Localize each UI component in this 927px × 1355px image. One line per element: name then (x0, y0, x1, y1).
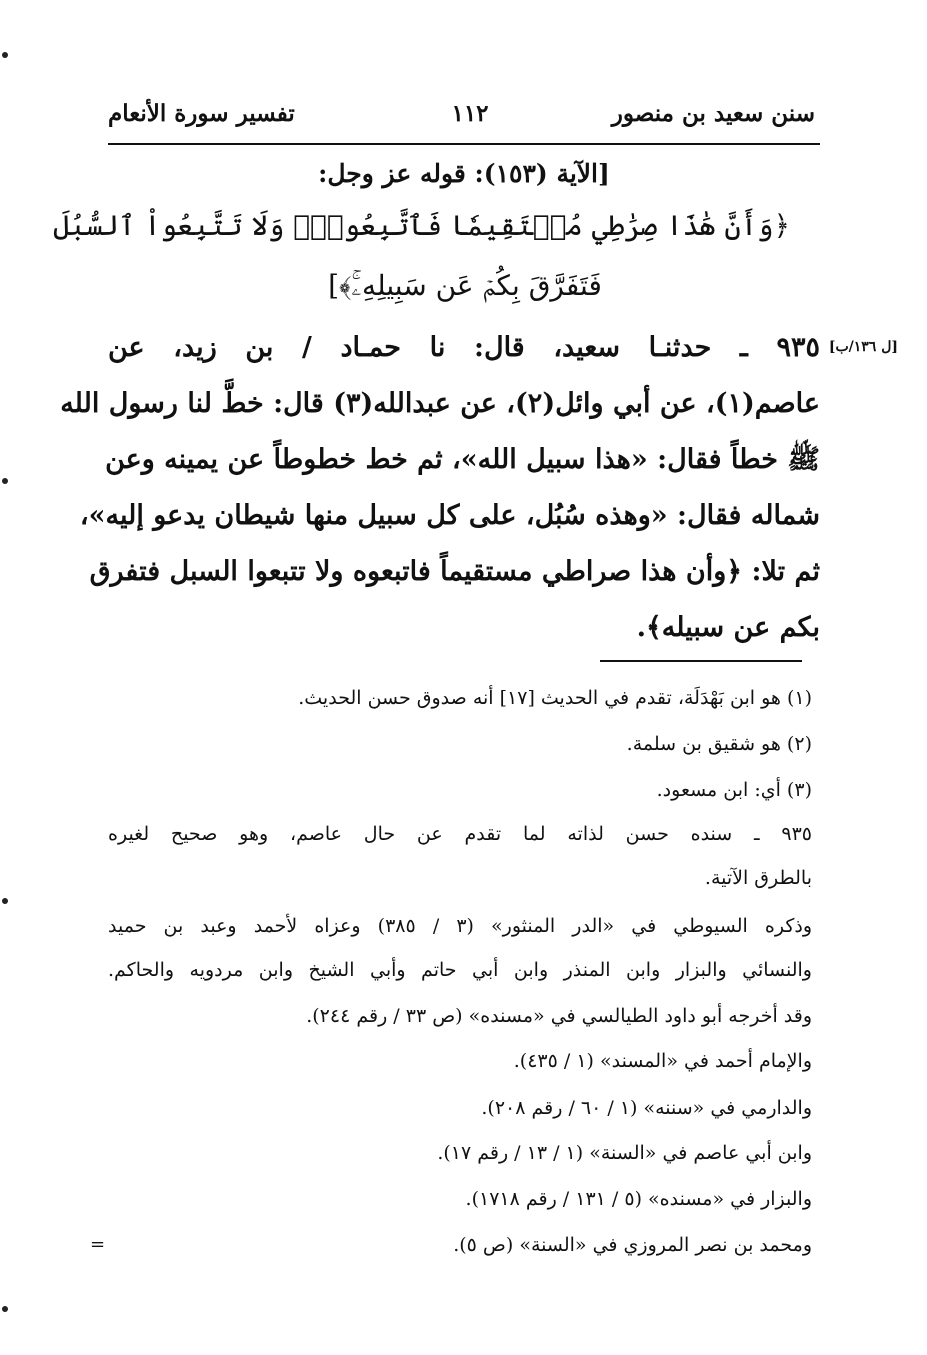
source-line-4: وابن أبي عاصم في «السنة» (١ / ١٣ / رقم ١٧). (437, 1142, 812, 1164)
footnote-1: (١) هو ابن بَهْدَلَة، تقدم في الحديث [١٧] أنه صدوق حسن الحديث. (298, 687, 812, 709)
hadith-line-5: ثم تلا: ﴿وأن هذا صراطي مستقيماً فاتبعوه ولا تتبعوا السبل فتفرق (89, 556, 820, 587)
footnote-divider (600, 660, 802, 662)
source-line-1: وقد أخرجه أبو داود الطيالسي في «مسنده» (ص ٣٣ / رقم ٢٤٤). (306, 1005, 812, 1027)
verse-heading: [الآية (١٥٣): قوله عز وجل: (318, 159, 610, 188)
source-line-6: ومحمد بن نصر المروزي في «السنة» (ص ٥). (453, 1234, 812, 1256)
binding-hole-dot (2, 478, 8, 484)
commentary-line-1: ٩٣٥ ـ سنده حسن لذاته لما تقدم عن حال عاصم، وهو صحيح لغيره (108, 823, 812, 845)
hadith-line-2: عاصم(١)، عن أبي وائل(٢)، عن عبدالله(٣) قال: خطَّ لنا رسول الله (60, 388, 820, 419)
footnote-2: (٢) هو شقيق بن سلمة. (626, 733, 812, 755)
commentary-line-2: بالطرق الآتية. (704, 867, 812, 889)
commentary-line-3: وذكره السيوطي في «الدر المنثور» (٣ / ٣٨٥) وعزاه لأحمد وعبد بن حميد (108, 915, 812, 937)
chapter-title: تفسير سورة الأنعام (108, 100, 295, 127)
hadith-line-6: بكم عن سبيله﴾. (636, 612, 820, 643)
commentary-line-4: والنسائي والبزار وابن المنذر وابن أبي حاتم وأبي الشيخ وابن مردويه والحاكم. (108, 959, 812, 981)
binding-hole-dot (2, 1306, 8, 1312)
footnote-3: (٣) أي: ابن مسعود. (656, 779, 812, 801)
continuation-mark: = (90, 1234, 106, 1255)
source-line-5: والبزار في «مسنده» (٥ / ١٣١ / رقم ١٧١٨). (465, 1188, 812, 1210)
binding-hole-dot (2, 898, 8, 904)
quran-verse-line-1: ﴿وَأَنَّ هَٰذَا صِرَٰطِي مُسۡتَقِيمٗا فَٱتَّبِعُوهُۖ وَلَا تَتَّبِعُواْ ٱلسُّبُلَ (53, 209, 790, 242)
hadith-line-3: ﷺ خطاً فقال: «هذا سبيل الله»، ثم خط خطوطاً عن يمينه وعن (105, 444, 820, 475)
book-title: سنن سعيد بن منصور (611, 100, 815, 127)
binding-hole-dot (2, 52, 8, 58)
quran-verse-line-2: فَتَفَرَّقَ بِكُمۡ عَن سَبِيلِهِۦۚ﴾] (328, 269, 602, 302)
page-number: ١١٢ (451, 100, 489, 127)
source-line-2: والإمام أحمد في «المسند» (١ / ٤٣٥). (513, 1050, 812, 1072)
hadith-line-1: ٩٣٥ ـ حدثنـا سعيد، قال: نا حمـاد / بن زيد، عن (108, 332, 820, 363)
hadith-line-4: شماله فقال: «وهذه سُبُل، على كل سبيل منها شيطان يدعو إليه»، (79, 500, 820, 531)
header-divider (108, 143, 820, 145)
source-line-3: والدارمي في «سننه» (١ / ٦٠ / رقم ٢٠٨). (481, 1097, 812, 1119)
manuscript-folio-note: [ل ١٣٦/ب] (828, 339, 898, 355)
